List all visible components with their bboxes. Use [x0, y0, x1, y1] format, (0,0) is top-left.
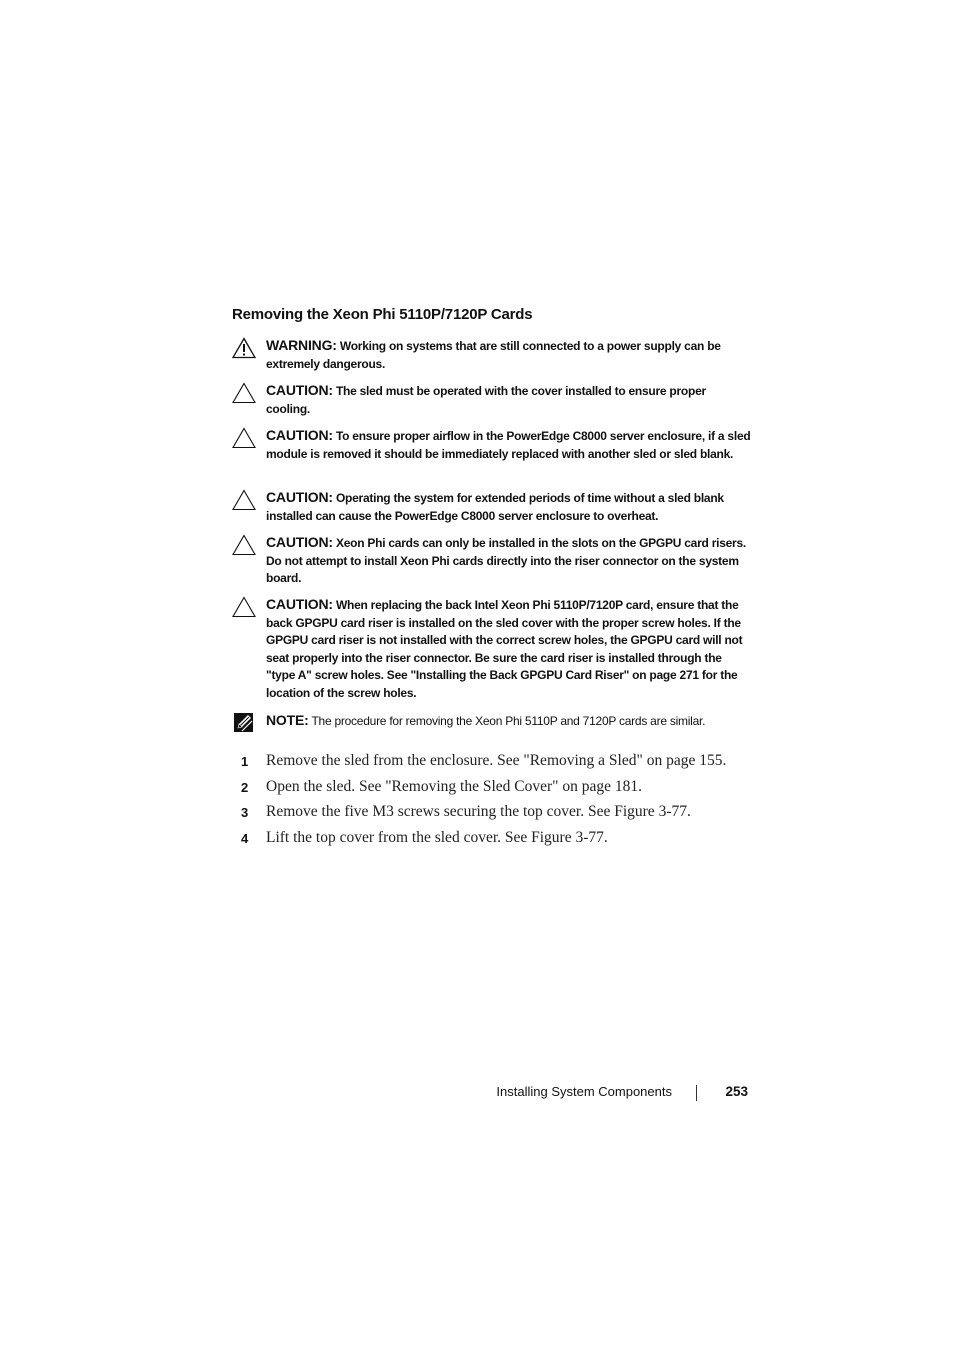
- page-number: 253: [725, 1084, 748, 1099]
- notice-text: Operating the system for extended periods of time without a sled blank installed can cause the PowerEdge C8000 server enclosure to overheat.: [266, 491, 724, 523]
- notice-text: Working on systems that are still connected to a power supply can be extremely dangerous.: [266, 339, 721, 371]
- notice-body: [266, 427, 752, 463]
- caution-icon: [232, 382, 256, 404]
- notice-text: To ensure proper airflow in the PowerEdge C8000 server enclosure, if a sled module is removed it should be immediately replaced with another sled or sled blank.: [266, 429, 751, 461]
- caution-notice: [232, 596, 752, 703]
- section-title: Removing the Xeon Phi 5110P/7120P Cards: [232, 306, 533, 323]
- notice-text: The sled must be operated with the cover installed to ensure proper cooling.: [266, 384, 706, 416]
- notice-text: The procedure for removing the Xeon Phi 5110P and 7120P cards are similar.: [311, 714, 706, 728]
- step-text: Lift the top cover from the sled cover. See Figure 3-77.: [266, 828, 608, 846]
- notice-body: [266, 712, 752, 731]
- warning-icon: [232, 337, 256, 359]
- notice-body: [266, 534, 752, 588]
- list-item: [232, 803, 772, 829]
- page-footer: [470, 1083, 750, 1103]
- notice-text: When replacing the back Intel Xeon Phi 5110P/7120P card, ensure that the back GPGPU card riser is installed on the sled cover with the proper screw holes. If the GPGPU card riser is not installed with the correct screw holes, the GPGPU card will not seat properly into the riser connector. Be sure the card riser is installed through the "type A" screw holes. See "Installing the Back GPGPU Card Riser" on page 271 for the location of the screw holes.: [266, 598, 743, 700]
- notice-body: [266, 337, 752, 373]
- step-text: Remove the sled from the enclosure. See "Removing a Sled" on page 155.: [266, 752, 727, 769]
- notice-keyword: CAUTION:: [266, 596, 333, 612]
- notice-keyword: CAUTION:: [266, 534, 333, 550]
- notice-text: Xeon Phi cards can only be installed in the slots on the GPGPU card risers. Do not attempt to install Xeon Phi cards directly into the riser connector on the system board.: [266, 536, 746, 586]
- footer-divider: [696, 1085, 697, 1101]
- notice-body: [266, 382, 752, 418]
- caution-notice: [232, 489, 752, 525]
- caution-icon: [232, 489, 256, 511]
- caution-notice: [232, 534, 752, 588]
- notice-keyword: CAUTION:: [266, 382, 333, 398]
- caution-notice: [232, 382, 752, 418]
- notice-body: [266, 489, 752, 525]
- footer-section-title: Installing System Components: [496, 1084, 672, 1099]
- step-number: 3: [241, 805, 249, 821]
- notice-body: [266, 596, 752, 703]
- list-item: [232, 829, 772, 855]
- step-number: 2: [241, 779, 249, 795]
- step-number: 4: [241, 830, 249, 846]
- step-number: 1: [241, 754, 249, 769]
- list-item: [232, 778, 772, 804]
- notice-keyword: CAUTION:: [266, 489, 333, 505]
- note-notice: [232, 712, 752, 731]
- notice-keyword: CAUTION:: [266, 427, 333, 443]
- notice-keyword: WARNING:: [266, 337, 337, 353]
- list-item: [232, 752, 772, 778]
- step-text: Remove the five M3 screws securing the top cover. See Figure 3-77.: [266, 803, 691, 821]
- warning-notice: [232, 337, 752, 373]
- caution-icon: [232, 427, 256, 449]
- caution-icon: [232, 534, 256, 556]
- step-text: Open the sled. See "Removing the Sled Cover" on page 181.: [266, 777, 642, 795]
- caution-icon: [232, 596, 256, 618]
- note-icon: [232, 712, 256, 734]
- caution-notice: [232, 427, 752, 463]
- notice-keyword: NOTE:: [266, 712, 309, 728]
- procedure-steps: [232, 752, 772, 854]
